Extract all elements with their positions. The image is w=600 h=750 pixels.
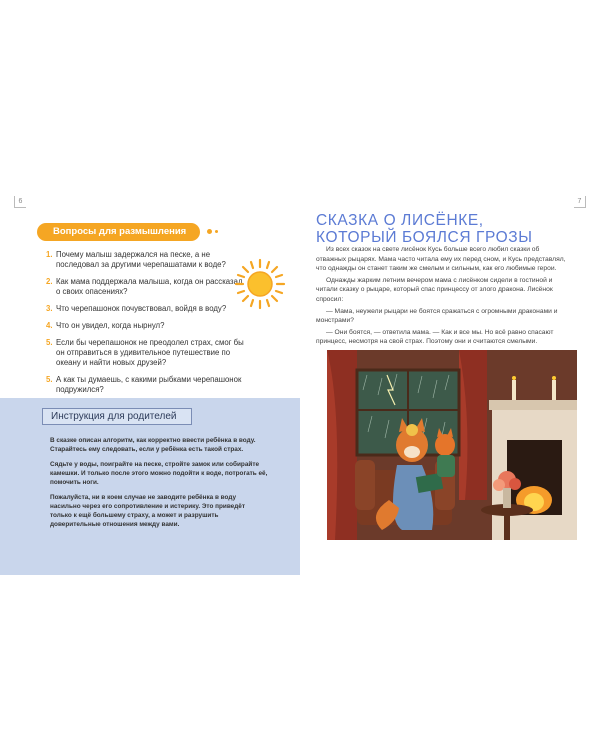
parents-paragraph: Пожалуйста, ни в коем случае не заводите ребёнка в воду насильно через его сопротивление и истерику. Это приведёт только к ещё большему страху, а может и разрушить доверительные отношения между вами. [50, 494, 245, 528]
story-paragraph: Из всех сказок на свете лисёнок Кусь больше всего любил сказки об отважных рыцарях. Мама часто читала ему их перед сном, и Кусь представлял, что однажды он станет таким же смелым и сильным, как его любимые герои. [316, 246, 566, 273]
story-title-line: КОТОРЫЙ БОЯЛСЯ ГРОЗЫ [316, 229, 533, 246]
story-title-line: СКАЗКА О ЛИСЁНКЕ, [316, 212, 484, 229]
parents-instruction-title: Инструкция для родителей [42, 408, 192, 425]
story-paragraph: — Они боятся, — ответила мама. — Как и все мы. Но всё равно спасают принцесс, несмотря на свой страх. Поэтому они и считаются смелыми. [316, 328, 554, 346]
parents-paragraph: Сядьте у воды, поиграйте на песке, стройте замок или собирайте камешки. И только после этого можно подойти к воде, потрогать её, помочить ноги. [50, 461, 268, 486]
story-title [316, 212, 533, 246]
story-text [316, 245, 566, 349]
question-text: Что черепашонок почувствовал, войдя в воду? [56, 304, 227, 313]
question-text: Что он увидел, когда нырнул? [56, 320, 165, 330]
question-number: 4. [46, 320, 53, 330]
story-paragraph: — Мама, неужели рыцари не боятся сражаться с огромными драконами и монстрами? [316, 307, 558, 325]
list-item [46, 338, 246, 369]
right-page [300, 190, 600, 575]
questions-list [46, 250, 246, 402]
list-item [46, 250, 246, 270]
list-item [46, 375, 246, 395]
question-text: А как ты думаешь, с какими рыбками черепашонок подружился? [56, 374, 242, 394]
parents-instruction-panel [0, 398, 300, 575]
question-number: 2. [46, 277, 53, 286]
question-number: 5. [46, 374, 53, 384]
left-page [0, 190, 300, 575]
question-number: 5. [46, 337, 53, 347]
question-number: 3. [46, 304, 53, 313]
book-spread [0, 190, 600, 575]
question-text: Если бы черепашонок не преодолел страх, смог бы он отправиться в удивительное путешествие по океану и найти новых друзей? [56, 337, 244, 367]
parents-instruction-text [50, 436, 268, 535]
story-paragraph: Однажды жарким летним вечером мама с лисёнком сидели в гостиной и читали сказку о рыцаре, который спас принцессу от злого дракона. Лисёнок спросил: [316, 276, 553, 303]
questions-header: Вопросы для размышления [37, 223, 200, 241]
sun-icon [234, 258, 286, 310]
page-number-left: 6 [14, 196, 26, 208]
question-number: 1. [46, 250, 53, 259]
list-item [46, 321, 246, 331]
story-illustration [327, 350, 577, 540]
list-item [46, 304, 246, 314]
list-item [46, 277, 246, 297]
page-number-right: 7 [574, 196, 586, 208]
question-text: Почему малыш задержался на песке, а не последовал за другими черепашатами к воде? [56, 250, 226, 270]
parents-paragraph: В сказке описан алгоритм, как корректно ввести ребёнка в воду. Старайтесь ему следовать, если у ребёнка есть такой страх. [50, 437, 256, 453]
question-text: Как мама поддержала малыша, когда он рассказал о своих опасениях? [56, 277, 243, 297]
